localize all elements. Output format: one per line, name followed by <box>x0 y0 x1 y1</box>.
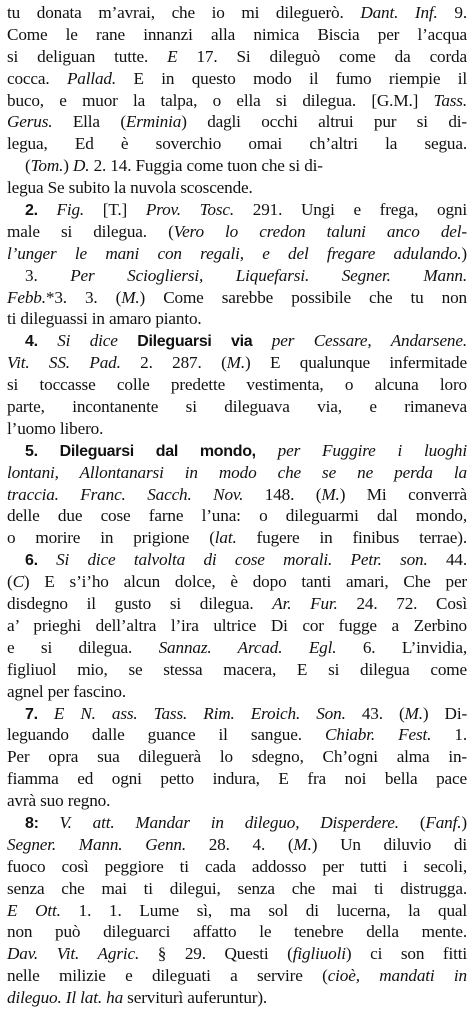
italic-text-run: M. <box>321 484 340 504</box>
text-line <box>7 352 467 374</box>
text-line <box>7 287 467 309</box>
text-run: ( <box>25 156 31 176</box>
text-line <box>7 462 467 484</box>
text-line <box>7 505 467 527</box>
italic-text-run: Dant. Inf. <box>360 3 438 22</box>
italic-text-run: Tom. <box>30 156 64 176</box>
italic-text-run: M. <box>404 703 423 723</box>
italic-text-run: Chiabr. Fest. <box>324 725 432 745</box>
italic-text-run: D. <box>73 156 90 176</box>
italic-text-run: Ar. Fur. <box>272 594 338 614</box>
text-run: delle due cose farne l’una: o dileguarmi dal mondo, <box>7 506 467 526</box>
bold-text-run: Dileguarsi dal mondo, <box>59 442 256 460</box>
text-run: ) Un diluvio di <box>311 834 467 854</box>
text-run: buco, e muor la talpa, o ella si dilegua. [G.M.] <box>7 90 434 110</box>
text-run: ) <box>63 156 73 176</box>
text-run: 3. <box>25 265 71 285</box>
text-run: ) Mi converrà <box>339 484 467 504</box>
text-line <box>7 68 467 90</box>
dictionary-entry-text <box>7 2 467 1009</box>
text-run: disdegno il gusto si dilegua. <box>7 594 273 614</box>
text-line <box>7 308 467 330</box>
italic-text-run: E <box>167 46 178 66</box>
text-line <box>7 878 467 900</box>
italic-text-run: Erminia <box>125 112 182 132</box>
text-run: cocca. <box>7 68 67 88</box>
text-line <box>7 812 467 834</box>
text-line <box>7 527 467 549</box>
text-run: agnel per fascino. <box>7 681 126 701</box>
italic-text-run: Sannaz. Arcad. Egl. <box>158 637 337 657</box>
text-run: fugere in finibus terrae). <box>236 528 467 548</box>
text-line <box>7 396 467 418</box>
text-line <box>7 724 467 746</box>
italic-text-run: dileguo. Il lat. ha <box>7 988 124 1008</box>
text-run: parte, incontanente si dileguava via, e rimaneva <box>7 397 467 417</box>
text-line <box>7 484 467 506</box>
text-run: fuoco così peggiore ti cada addosso per tutti i secoli, <box>7 856 467 876</box>
text-run: male si dilegua. ( <box>7 221 174 241</box>
italic-text-run: E Ott. <box>7 900 61 920</box>
bold-text-run: 8: <box>25 814 60 832</box>
italic-text-run: lat. <box>214 528 237 548</box>
text-line <box>7 418 467 440</box>
text-run: legua Se subito la nuvola scoscende. <box>7 178 253 198</box>
text-line <box>7 703 467 725</box>
text-line <box>7 440 467 462</box>
italic-text-run: Si dice talvolta di cose morali. Petr. son. <box>56 550 428 570</box>
text-run: § 29. Questi ( <box>139 944 293 964</box>
text-line <box>7 90 467 112</box>
text-line <box>7 46 467 68</box>
text-line <box>7 790 467 812</box>
italic-text-run: Dav. Vit. Agric. <box>7 944 140 964</box>
text-line <box>7 681 467 703</box>
italic-text-run: traccia. Franc. Sacch. Nov. <box>7 484 244 504</box>
text-run: 291. Ungi e frega, ogni <box>234 200 467 220</box>
bold-text-run: 6. <box>25 552 57 570</box>
text-line <box>7 659 467 681</box>
text-run: l’uomo libero. <box>7 418 104 438</box>
text-line <box>7 2 467 24</box>
italic-text-run: lontani, Allontanarsi in modo che se ne perda la <box>7 462 467 482</box>
italic-text-run: Si dice <box>57 331 138 351</box>
text-run: 44. <box>427 550 467 570</box>
bold-text-run: 2. <box>25 202 57 220</box>
text-run: serviturì auferuntur). <box>123 988 268 1008</box>
italic-text-run: V. att. Mandar in dileguo, Disperdere. <box>59 812 399 832</box>
bold-text-run: 5. <box>25 442 60 460</box>
italic-text-run: Vero lo credon taluni anco del- <box>173 221 467 241</box>
text-run: Ella ( <box>52 112 126 132</box>
text-run: 6. L’invidia, <box>336 637 468 657</box>
text-line <box>7 374 467 396</box>
text-run: 9. <box>437 3 467 22</box>
text-line <box>7 330 467 352</box>
text-run: leguando dalle guance il sangue. <box>7 725 325 745</box>
italic-text-run: figliuoli <box>292 944 346 964</box>
italic-text-run: Fig. <box>56 200 85 220</box>
text-run: 2. 287. ( <box>120 353 227 373</box>
text-run: ) <box>461 812 467 832</box>
text-run: senza che mai ti dilegui, senza che mai ti distrugga. <box>7 878 467 898</box>
bold-text-run: 7. <box>25 705 54 723</box>
italic-text-run: Fanf. <box>425 812 462 832</box>
italic-text-run: E N. ass. Tass. Rim. Eroich. Son. <box>53 703 346 723</box>
italic-text-run: M. <box>121 287 140 307</box>
text-run: e si dilegua. <box>7 637 159 657</box>
text-run: si deliguan tutte. <box>7 46 168 66</box>
text-line <box>7 900 467 922</box>
text-run: 24. 72. Così <box>337 594 467 614</box>
text-line <box>7 177 467 199</box>
text-run: Per opra sua dileguerà lo sdegno, Ch’ogni alma in- <box>7 747 467 767</box>
text-line <box>7 834 467 856</box>
text-run: Come le rane innanzi alla nimica Biscia per l’acqua <box>7 24 467 44</box>
text-run: 17. Si dileguò come da corda <box>177 46 467 66</box>
bold-text-run: 4. <box>25 333 58 351</box>
text-run: ) <box>461 243 467 263</box>
text-run: nelle milizie e dileguati a servire ( <box>7 966 328 986</box>
text-run: legua, Ed è soverchio omai ch’altri la segua. <box>7 134 467 154</box>
text-run: non può dileguarci affatto le tenebre della mente. <box>7 922 467 942</box>
text-run: ) E s’i’ho alcun dolce, è dopo tanti amari, Che per <box>23 572 467 592</box>
text-run: 43. ( <box>345 703 405 723</box>
text-run: ) Come sarebbe possibile che tu non <box>139 287 467 307</box>
text-line <box>7 856 467 878</box>
text-run: 1. <box>431 725 467 745</box>
text-line <box>7 24 467 46</box>
text-line <box>7 965 467 987</box>
text-run: 2. 14. Fuggia come tuon che si di- <box>89 156 323 176</box>
text-line <box>7 615 467 637</box>
text-run: avrà suo regno. <box>7 791 111 811</box>
text-line <box>7 549 467 571</box>
text-line <box>7 221 467 243</box>
text-line <box>7 111 467 133</box>
italic-text-run: Febb. <box>7 287 46 307</box>
italic-text-run: M. <box>226 353 245 373</box>
italic-text-run: Pallad. <box>66 68 117 88</box>
italic-text-run: l’unger le mani con regali, e del fregare adulando. <box>7 243 462 263</box>
text-line <box>7 133 467 155</box>
text-line <box>7 768 467 790</box>
text-run: 28. 4. ( <box>185 834 294 854</box>
text-line <box>7 265 467 287</box>
italic-text-run: cioè, mandati in <box>327 966 467 986</box>
text-run: a’ prieghi dell’altra l’ira ultrice Di cor fugge a Zerbino <box>7 615 467 635</box>
text-run: 148. ( <box>243 484 322 504</box>
text-line <box>7 571 467 593</box>
text-run: si toccasse colle predette vestimenta, o alcuna loro <box>7 375 467 395</box>
text-run: fiamma ed ogni petto indura, E fra noi bella pace <box>7 769 467 789</box>
italic-text-run: M. <box>293 834 312 854</box>
text-line <box>7 943 467 965</box>
text-run: 1. 1. Lume sì, ma sol di lucerna, la qual <box>60 900 468 920</box>
text-run: ) Di- <box>422 703 468 723</box>
text-run: ) ci son fitti <box>345 944 467 964</box>
italic-text-run: per Cessare, Andarsene. <box>252 331 467 351</box>
text-run: ti dileguassi in amaro pianto. <box>7 309 202 329</box>
italic-text-run: C <box>12 572 24 592</box>
italic-text-run: per Fuggire i luoghi <box>255 440 467 460</box>
italic-text-run: Gerus. <box>7 112 53 132</box>
text-line <box>7 593 467 615</box>
text-line <box>7 155 467 177</box>
italic-text-run: Per Sciogliersi, Liquefarsi. Segner. Mann. <box>70 265 468 285</box>
text-run: tu donata m’avrai, che io mi dileguerò. <box>7 3 361 22</box>
text-run: [T.] <box>84 200 146 220</box>
text-line <box>7 921 467 943</box>
text-line <box>7 243 467 265</box>
text-run: *3. 3. ( <box>45 287 122 307</box>
text-run: ( <box>7 572 13 592</box>
text-line <box>7 199 467 221</box>
text-run: ) E qualunque infermitade <box>244 353 467 373</box>
text-line <box>7 746 467 768</box>
italic-text-run: Prov. Tosc. <box>145 200 235 220</box>
text-line <box>7 637 467 659</box>
italic-text-run: Segner. Mann. Genn. <box>7 834 186 854</box>
bold-text-run: Dileguarsi via <box>137 333 253 351</box>
text-run: figliuol mio, se stessa macera, E si dilegua come <box>7 659 467 679</box>
text-line <box>7 987 467 1009</box>
text-run: E in questo modo il fumo riempie il <box>116 68 467 88</box>
text-run: ) dagli occhi altrui pur si di- <box>181 112 467 132</box>
text-run: ( <box>398 812 426 832</box>
italic-text-run: Vit. SS. Pad. <box>7 353 121 373</box>
italic-text-run: Tass. <box>433 90 467 110</box>
text-run: o morire in prigione ( <box>7 528 215 548</box>
